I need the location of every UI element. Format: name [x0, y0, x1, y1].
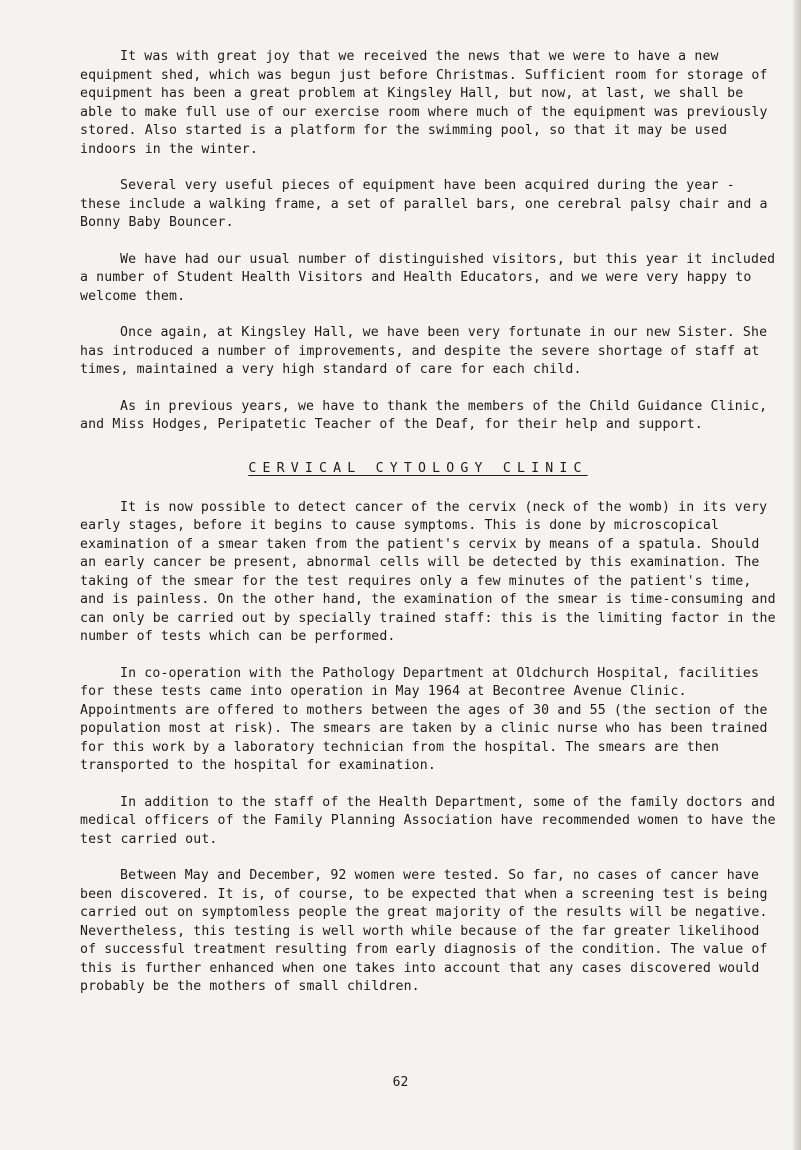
section-heading: CERVICAL CYTOLOGY CLINIC [248, 460, 588, 476]
page-number: 62 [392, 1075, 409, 1090]
text-column [80, 48, 780, 1015]
paragraph-cervical-detection: It is now possible to detect cancer of the cervix (neck of the womb) in its very early stages, before it begins to cause symptoms. This is done by microscopical examination of a smear taken from the patient's cervix by means of a spatula. Should an early cancer be present, abnormal cells will be detected by this examination. The taking of the smear for the test requires only a few minutes of the patient's time, and is painless. On the other hand, the examination of the smear is time-consuming and can only be carried out by specially trained staff: this is the limiting factor in the number of tests which can be performed. [80, 499, 776, 644]
paragraph-equipment-acquired: Several very useful pieces of equipment have been acquired during the year - these include a walking frame, a set of parallel bars, one cerebral palsy chair and a Bonny Baby Bouncer. [80, 178, 768, 230]
paragraph-new-sister: Once again, at Kingsley Hall, we have been very fortunate in our new Sister. She has introduced a number of improvements, and despite the severe shortage of staff at times, maintained a very high standard of care for each child. [80, 325, 768, 377]
paragraph-thanks: As in previous years, we have to thank the members of the Child Guidance Clinic, and Miss Hodges, Peripatetic Teacher of the Deaf, for their help and support. [80, 398, 768, 432]
page-edge-shadow [793, 0, 801, 1150]
paragraph-cooperation: In co-operation with the Pathology Department at Oldchurch Hospital, facilities for these tests came into operation in May 1964 at Becontree Avenue Clinic. Appointments are offered to mothers between the ages of 30 and 55 (the section of the population most at risk). The smears are taken by a clinic nurse who has been trained for this work by a laboratory technician from the hospital. The smears are then transported to the hospital for examination. [80, 665, 768, 773]
paragraph-recommendation: In addition to the staff of the Health Department, some of the family doctors and medical officers of the Family Planning Association have recommended women to have the test carried out. [80, 794, 776, 847]
paragraph-results: Between May and December, 92 women were tested. So far, no cases of cancer have been discovered. It is, of course, to be expected that when a screening test is being carried out on symptomless people the great majority of the results will be negative. Nevertheless, this testing is well worth while because of the far greater likelihood of successful treatment resulting from early diagnosis of the condition. The value of this is further enhanced when one takes into account that any cases discovered would probably be the mothers of small children. [80, 868, 768, 994]
paragraph-equipment-shed: It was with great joy that we received the news that we were to have a new equipment shed, which was begun just before Christmas. Sufficient room for storage of equipment has been a great problem at Kingsley Hall, but now, at last, we shall be able to make full use of our exercise room where much of the equipment was previously stored. Also started is a platform for the swimming pool, so that it may be used indoors in the winter. [80, 49, 768, 157]
paragraph-visitors: We have had our usual number of distinguished visitors, but this year it included a number of Student Health Visitors and Health Educators, and we were very happy to welcome them. [80, 251, 776, 304]
